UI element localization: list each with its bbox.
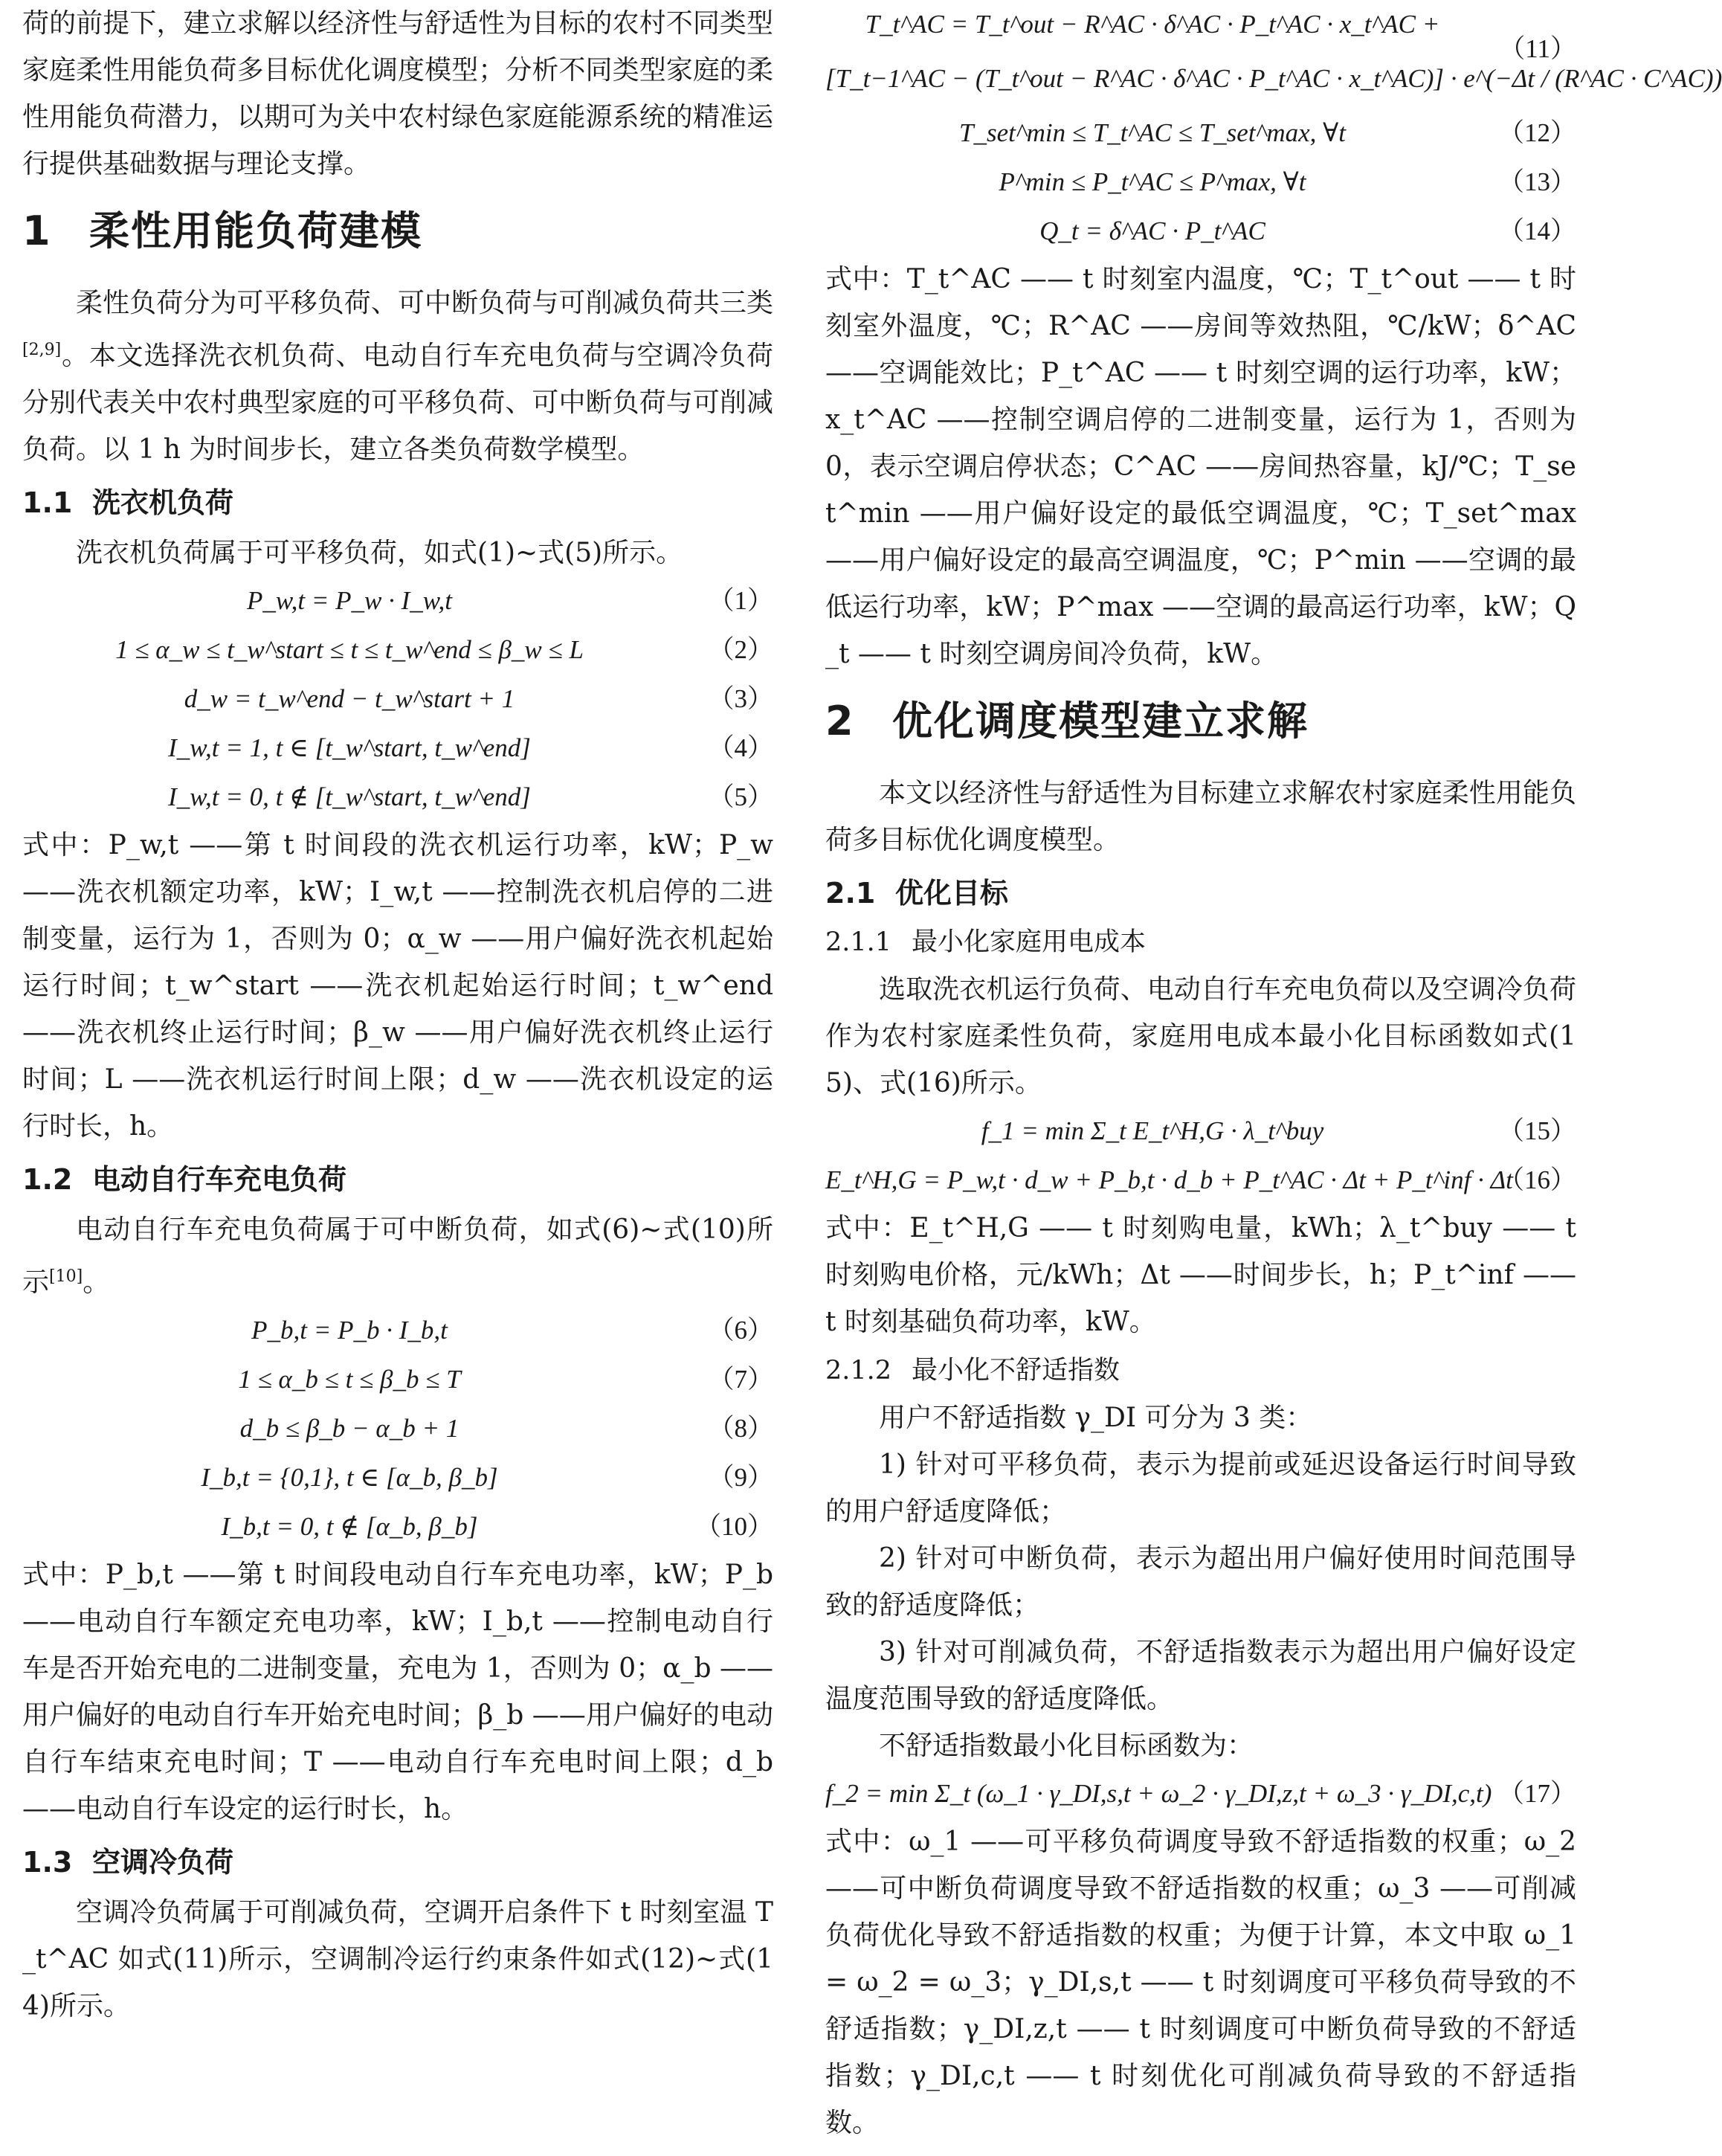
section-2-paragraph: 本文以经济性与舒适性为目标建立求解农村家庭柔性用能负荷多目标优化调度模型。	[825, 778, 1576, 855]
section-1-1-where: 式中：P_w,t ——第 t 时间段的洗衣机运行功率，kW；P_w ——洗衣机额定功率，kW；I_w,t ——控制洗衣机启停的二进制变量，运行为 1，否则为 0；α_w ——用户偏好洗衣机起始运行时间；t_w^start ——洗衣机起始运行时间；t_w^end ——洗衣机终止运行时间；β_w ——用户偏好洗衣机终止运行时间；L ——洗衣机运行时间上限；d_w ——洗衣机设定的运行时长，h。	[22, 830, 773, 1142]
equation-14	[825, 207, 1576, 256]
section-number: 1.2	[22, 1163, 73, 1196]
equation-body: P_w,t = P_w · I_w,t	[246, 586, 453, 615]
equation-number: （3）	[708, 684, 773, 713]
equation-6	[22, 1306, 773, 1355]
equation-15	[825, 1107, 1576, 1156]
citation: [2,9]	[22, 341, 62, 359]
list-item: 2) 针对可中断负荷，表示为超出用户偏好使用时间范围导致的舒适度降低；	[825, 1543, 1576, 1621]
list-item: 1) 针对可平移负荷，表示为提前或延迟设备运行时间导致的用户舒适度降低；	[825, 1449, 1576, 1527]
equation-5	[22, 773, 773, 822]
equation-2	[22, 625, 773, 675]
right-column	[825, 0, 1722, 2146]
section-title: 空调冷负荷	[92, 1846, 234, 1879]
section-2-1-heading	[825, 869, 1576, 917]
section-title: 柔性用能负荷建模	[89, 207, 422, 254]
section-1-1-lead: 洗衣机负荷属于可平移负荷，如式(1)~式(5)所示。	[76, 538, 683, 568]
section-1-1-heading	[22, 479, 773, 527]
section-2-1-1-heading	[825, 920, 1576, 965]
equation-8	[22, 1404, 773, 1453]
equation-body: Q_t = δ^AC · P_t^AC	[1039, 216, 1265, 245]
equation-10	[22, 1502, 773, 1551]
section-title: 最小化不舒适指数	[912, 1356, 1120, 1386]
section-title: 最小化家庭用电成本	[912, 927, 1147, 957]
section-title: 电动自行车充电负荷	[92, 1163, 347, 1196]
section-number: 2.1.1	[825, 927, 892, 957]
section-2-1-2-where: 式中：ω_1 ——可平移负荷调度导致不舒适指数的权重；ω_2 ——可中断负荷调度导致不舒适指数的权重；ω_3 ——可削减负荷优化导致不舒适指数的权重；为便于计算，本文中取 ω_1 = ω_2 = ω_3；γ_DI,s,t —— t 时刻调度可平移负荷导致的不舒适指数；γ_DI,z,t —— t 时刻调度可中断负荷导致的不舒适指数；γ_DI,c,t —— t 时刻优化可削减负荷导致的不舒适指数。	[825, 1827, 1576, 2138]
section-2-heading	[825, 688, 1576, 755]
equation-body: 1 ≤ α_b ≤ t ≤ β_b ≤ T	[238, 1365, 461, 1394]
equation-12	[825, 109, 1576, 158]
equation-number: （5）	[708, 782, 773, 811]
equation-7	[22, 1355, 773, 1404]
section-1-2-where: 式中：P_b,t ——第 t 时间段电动自行车充电功率，kW；P_b ——电动自行车额定充电功率，kW；I_b,t ——控制电动自行车是否开始充电的二进制变量，充电为 1，否则为 0；α_b ——用户偏好的电动自行车开始充电时间；β_b ——用户偏好的电动自行车结束充电时间；T ——电动自行车充电时间上限；d_b ——电动自行车设定的运行时长，h。	[22, 1560, 773, 1824]
intro-paragraph: 荷的前提下，建立求解以经济性与舒适性为目标的农村不同类型家庭柔性用能负荷多目标优化调度模型；分析不同类型家庭的柔性用能负荷潜力，以期可为关中农村绿色家庭能源系统的精准运行提供基础数据与理论支撑。	[22, 8, 773, 179]
section-title: 洗衣机负荷	[92, 486, 234, 519]
section-2-1-2-lead: 用户不舒适指数 γ_DI 可分为 3 类：	[879, 1403, 1313, 1433]
list-item: 3) 针对可削减负荷，不舒适指数表示为超出用户偏好设定温度范围导致的舒适度降低。	[825, 1637, 1576, 1714]
equation-9	[22, 1453, 773, 1502]
citation: [10]	[49, 1267, 83, 1286]
equation-number: （2）	[708, 635, 773, 664]
equation-number: （1）	[708, 586, 773, 615]
section-1-3-heading	[22, 1838, 773, 1886]
section-1-2-heading	[22, 1156, 773, 1203]
section-number: 1.3	[22, 1846, 73, 1879]
section-1-heading	[22, 198, 773, 265]
objective-lead: 不舒适指数最小化目标函数为：	[879, 1731, 1254, 1761]
equation-16	[825, 1156, 1576, 1205]
section-number: 2.1.2	[825, 1356, 892, 1386]
equation-number: （9）	[708, 1463, 773, 1492]
equation-body: P_b,t = P_b · I_b,t	[251, 1316, 448, 1345]
equation-body: I_w,t = 1, t ∈ [t_w^start, t_w^end]	[168, 733, 531, 762]
equation-number: （4）	[708, 733, 773, 762]
paragraph-text: 柔性负荷分为可平移负荷、可中断负荷与可削减负荷共三类	[76, 288, 773, 318]
equation-11-line-2	[825, 34, 1722, 109]
section-title: 优化调度模型建立求解	[892, 698, 1309, 744]
equation-number: （10）	[694, 1512, 773, 1541]
equation-number: （8）	[708, 1414, 773, 1443]
equation-number: （11）	[1499, 34, 1576, 63]
equation-body: f_1 = min Σ_t E_t^H,G · λ_t^buy	[981, 1116, 1324, 1145]
section-2-1-2-heading	[825, 1348, 1576, 1393]
section-number: 1.1	[22, 486, 73, 519]
equation-3	[22, 675, 773, 724]
equation-body: d_w = t_w^end − t_w^start + 1	[184, 684, 515, 713]
paragraph-text: 。	[83, 1267, 110, 1298]
equation-body: 1 ≤ α_w ≤ t_w^start ≤ t ≤ t_w^end ≤ β_w ≤ L	[115, 635, 584, 664]
equation-body: I_w,t = 0, t ∉ [t_w^start, t_w^end]	[168, 782, 531, 811]
section-number: 2.1	[825, 877, 876, 910]
equation-body: d_b ≤ β_b − α_b + 1	[239, 1414, 459, 1443]
equation-1	[22, 576, 773, 625]
section-2-1-1-where: 式中：E_t^H,G —— t 时刻购电量，kWh；λ_t^buy —— t 时刻购电价格，元/kWh；Δt ——时间步长，h；P_t^inf —— t 时刻基础负荷功率，kW。	[825, 1213, 1576, 1337]
equation-number: （12）	[1497, 118, 1576, 147]
section-1-2-lead	[22, 1206, 773, 1306]
section-title: 优化目标	[895, 877, 1009, 910]
section-2-1-1-paragraph: 选取洗衣机运行负荷、电动自行车充电负荷以及空调冷负荷作为农村家庭柔性负荷，家庭用电成本最小化目标函数如式(15)、式(16)所示。	[825, 974, 1576, 1098]
section-number: 1	[22, 207, 52, 254]
equation-11-line-1	[825, 0, 1576, 49]
section-1-3-lead: 空调冷负荷属于可削减负荷，空调开启条件下 t 时刻室温 T_t^AC 如式(11)所示，空调制冷运行约束条件如式(12)~式(14)所示。	[22, 1897, 773, 2021]
equation-body: [T_t−1^AC − (T_t^out − R^AC · δ^AC · P_t^AC · x_t^AC)] · e^(−Δt / (R^AC · C^AC))	[825, 64, 1722, 93]
equation-17	[825, 1769, 1576, 1818]
section-1-paragraph	[22, 280, 773, 473]
equation-number: （7）	[708, 1365, 773, 1394]
equation-number: （13）	[1497, 167, 1576, 196]
equation-number: （6）	[708, 1316, 773, 1345]
left-column	[22, 0, 773, 2030]
equation-number: （17）	[1497, 1779, 1576, 1808]
equation-number: （15）	[1497, 1116, 1576, 1145]
section-number: 2	[825, 698, 855, 744]
equation-number: （16）	[1497, 1165, 1576, 1194]
equation-body: T_set^min ≤ T_t^AC ≤ T_set^max, ∀t	[959, 118, 1346, 147]
paragraph-text: 电动自行车充电负荷属于可中断负荷，如式(6)~式(10)所示	[22, 1214, 773, 1298]
equation-body: P^min ≤ P_t^AC ≤ P^max, ∀t	[999, 167, 1306, 196]
ac-where: 式中：T_t^AC —— t 时刻室内温度，℃；T_t^out —— t 时刻室外温度，℃；R^AC ——房间等效热阻，℃/kW；δ^AC ——空调能效比；P_t^AC —— t 时刻空调的运行功率，kW；x_t^AC ——控制空调启停的二进制变量，运行为 1，否则为 0，表示空调启停状态；C^AC ——房间热容量，kJ/℃；T_set^min ——用户偏好设定的最低空调温度，℃；T_set^max ——用户偏好设定的最高空调温度，℃；P^min ——空调的最低运行功率，kW；P^max ——空调的最高运行功率，kW；Q_t —— t 时刻空调房间冷负荷，kW。	[825, 264, 1576, 669]
equation-body: T_t^AC = T_t^out − R^AC · δ^AC · P_t^AC · x_t^AC +	[865, 10, 1440, 39]
equation-body: E_t^H,G = P_w,t · d_w + P_b,t · d_b + P_t^AC · Δt + P_t^inf · Δt	[825, 1165, 1513, 1194]
equation-13	[825, 158, 1576, 207]
equation-4	[22, 724, 773, 773]
equation-body: I_b,t = {0,1}, t ∈ [α_b, β_b]	[201, 1463, 498, 1492]
paragraph-text: 。本文选择洗衣机负荷、电动自行车充电负荷与空调冷负荷分别代表关中农村典型家庭的可平移负荷、可中断负荷与可削减负荷。以 1 h 为时间步长，建立各类负荷数学模型。	[22, 341, 773, 465]
equation-number: （14）	[1497, 216, 1576, 245]
equation-body: I_b,t = 0, t ∉ [α_b, β_b]	[221, 1512, 478, 1541]
equation-body: f_2 = min Σ_t (ω_1 · γ_DI,s,t + ω_2 · γ_DI,z,t + ω_3 · γ_DI,c,t)	[825, 1779, 1492, 1808]
